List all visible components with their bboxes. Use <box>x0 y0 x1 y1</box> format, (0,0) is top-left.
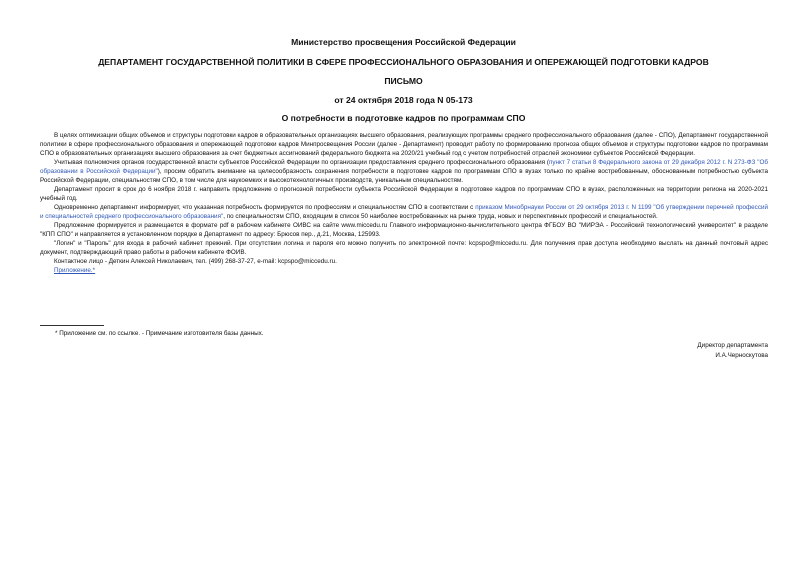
subject-line: О потребности в подготовке кадров по программам СПО <box>281 113 526 123</box>
appendix-paragraph <box>40 266 768 275</box>
paragraph-1: В целях оптимизации общих объемов и структуры подготовки кадров в образовательных организациях высшего образования, реализующих программы среднего профессионального образования (далее - СПО), Департамент государственной политики в сфере профессионального образования и опережающей подготовки кадров Минпросвещения России (далее - Департамент) проводит работу по формированию прогноза общих объемов и структуры подготовки кадров по программам СПО в образовательных организациях высшего образования за счет бюджетных ассигнований федерального бюджета на 2020/21 учебный год с учетом потребностей отраслей экономики субъектов Российской Федерации. <box>40 132 768 157</box>
paragraph-7: Контактное лицо - Деткин Алексей Николаевич, тел. (499) 268-37-27, e-mail: kcpspo@miccedu.ru. <box>54 258 337 265</box>
paragraph-5: Предложение формируется и размещается в формате pdf в рабочем кабинете ОИВС на сайте www.miccedu.ru Главного информационно-вычислительного центра ФГБОУ ВО "МИРЭА - Российский технологический университет" в разделе "КПП СПО" и направляется в установленном порядке в Департамент по адресу: Брюсов пер., д.21, Москва, 125993. <box>40 222 768 238</box>
paragraph-4: Одновременно департамент информирует, что указанная потребность формируется по профессиям и специальностям СПО в соответствии с приказом Минобрнауки России от 29 октября 2013 г. N 1199 "Об утверждении перечней профессий и специальностей среднего профессионального образования", по специальностям СПО, входящим в список 50 наиболее востребованных на рынке труда, новых и перспективных профессий и специальностей. <box>40 204 769 220</box>
ministry-title: Министерство просвещения Российской Федерации <box>291 37 516 47</box>
date-number: от 24 октября 2018 года N 05-173 <box>334 95 473 105</box>
paragraph-3: Департамент просит в срок до 6 ноября 2018 г. направить предложение о прогнозной потребности субъекта Российской Федерации в подготовке кадров по программам СПО в вузах, расположенных на территории региона на 2020-2021 учебный год. <box>40 186 768 202</box>
letter-body <box>40 131 768 275</box>
footnote-divider <box>40 325 104 326</box>
paragraph-6: "Логин" и "Пароль" для входа в рабочий кабинет прежний. При отсутствии логина и пароля его можно получить по электронной почте: kcpspo@miccedu.ru. Для получения прав доступа необходимо выслать на данный почтовый адрес документ, подтверждающий право работы в рабочем кабинете ФОИВ. <box>40 240 768 256</box>
signature-position: Директор департамента <box>697 342 768 349</box>
appendix-link[interactable]: Приложение.* <box>54 267 96 274</box>
signature-name: И.А.Черноскутова <box>715 352 768 359</box>
law-link[interactable]: пункт 7 статьи 8 Федерального закона от 29 декабря 2012 г. N 273-ФЗ "Об образовании в Российской Федерации" <box>40 159 768 175</box>
order-link[interactable]: приказом Минобрнауки России от 29 октября 2013 г. N 1199 "Об утверждении перечней профессий и специальностей среднего профессионального образования" <box>40 204 769 220</box>
department-title: ДЕПАРТАМЕНТ ГОСУДАРСТВЕННОЙ ПОЛИТИКИ В СФЕРЕ ПРОФЕССИОНАЛЬНОГО ОБРАЗОВАНИЯ И ОПЕРЕЖАЮЩЕЙ ПОДГОТОВКИ КАДРОВ <box>98 57 709 67</box>
footnote: * Приложение см. по ссылке. - Примечание изготовителя базы данных. <box>55 330 264 337</box>
paragraph-2: Учитывая полномочия органов государственной власти субъектов Российской Федерации по организации предоставления среднего профессионального образования (пункт 7 статьи 8 Федерального закона от 29 декабря 2012 г. N 273-ФЗ "Об образовании в Российской Федерации"), просим обратить внимание на целесообразность сохранения потребности в подготовке кадров по программам СПО в вузах только по крайне востребованным, обоснованным потребностью субъекта Российской Федерации, специальностям СПО, в том числе для наукоемких и высокотехнологичных производств, уникальным специальностям. <box>40 159 768 184</box>
doc-type: ПИСЬМО <box>384 76 423 86</box>
